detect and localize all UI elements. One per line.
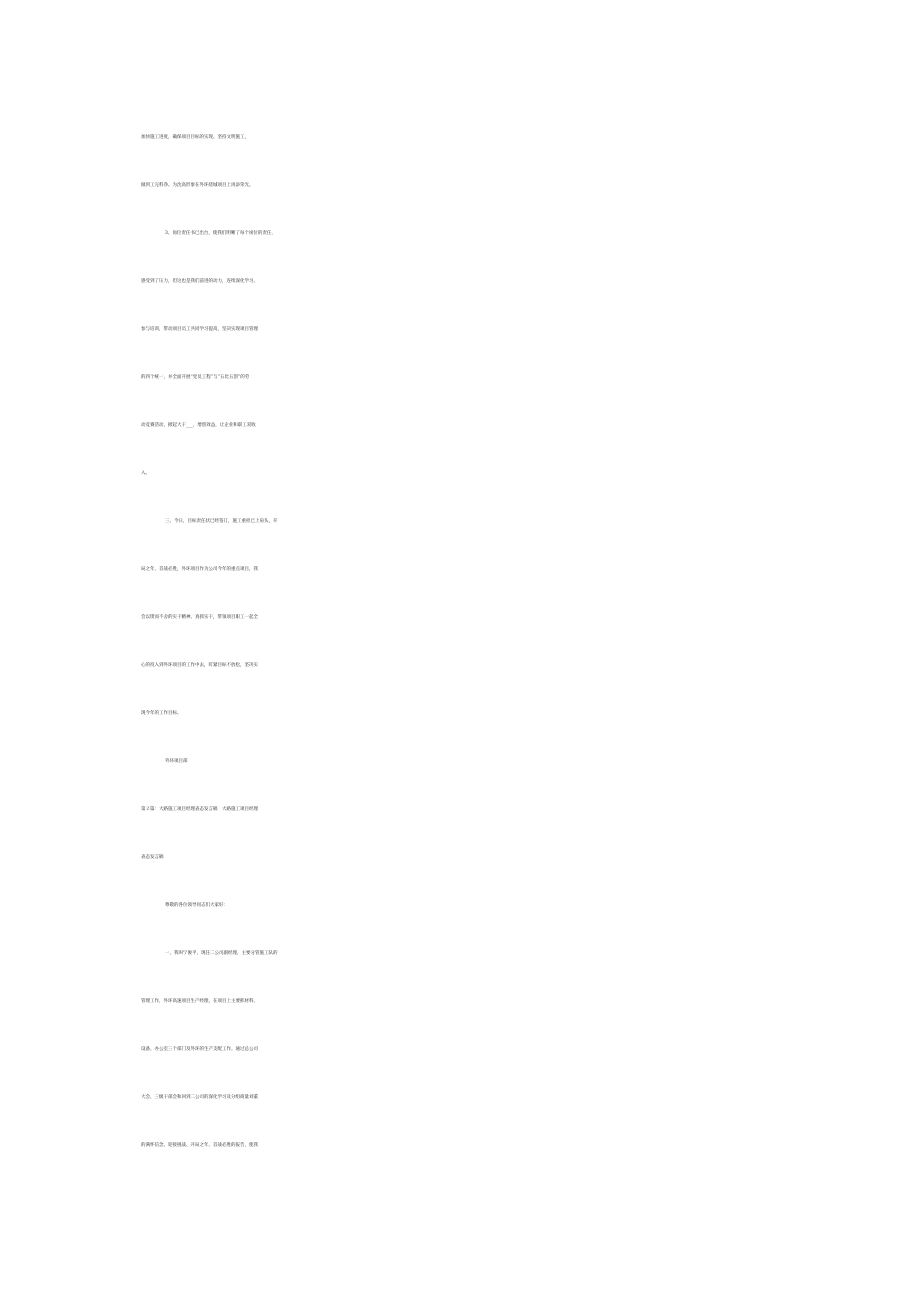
text-line-20: 设备、办公室三个部门及外环的生产支配工作。通过总公司 [141, 1047, 258, 1052]
text-line-1: 加快施工进度，确保项目目标的实现。坚持文明施工， [141, 135, 249, 140]
salutation-line: 尊敬的各位领导同志们大家好： [165, 903, 228, 908]
section-heading-cont: 表态发言稿 [141, 855, 164, 860]
text-line-18: 一、我叫宁俊平，现任二公司副经理，主要分管施工队的 [165, 951, 278, 956]
text-line-10: 局之年，首战必胜，外环项目作为公司今年的重点项目，我 [141, 567, 258, 572]
text-line-21: 大会、三级干部会和回到二公司的深化学习及分组商量刘董 [141, 1095, 258, 1100]
section-heading: 第２篇：大路施工项目经理表态发言稿 大路施工项目经理 [141, 807, 258, 812]
text-line-5: 参与培训，带动项目员工共同学习提高，坚决实现项目管理 [141, 327, 258, 332]
text-line-6: 的四个统一，并全面开展“党员工程”与“五比五创”的劳 [141, 375, 250, 380]
text-line-12: 心的投入到外环项目的工作中去，盯紧目标不放松，坚决实 [141, 663, 258, 668]
text-line-2: 做到工完料净。为沈高形象在外环绕城项目上再添荣光。 [141, 183, 254, 188]
text-line-13: 现今年的工作目标。 [141, 711, 182, 716]
text-line-8: 入。 [141, 471, 150, 476]
text-line-19: 管理工作，外环高速项目生产经理，在项目上主要抓材料、 [141, 999, 258, 1004]
text-line-11: 会以锲而不舍的实干精神、真抓实干，带领项目职工一起全 [141, 615, 258, 620]
text-line-3: 3、岗位责任书已出台，使我们明晰了每个岗位的责任， [165, 231, 276, 236]
text-line-4: 感受到了压力，但这也是我们前进的动力，连续深化学习， [141, 279, 258, 284]
text-line-7: 动竞赛活动，掀起大干___，增创效益，让企业和职工双收 [141, 423, 256, 428]
text-line-9: 三、今日，目标责任状已经签订，施工重担已上肩头，开 [165, 519, 278, 524]
signature-line: 外环项目部 [165, 759, 188, 764]
text-line-22: 的满怀信念、迎接挑战、开局之年、首战必胜的报告，使我 [141, 1143, 258, 1148]
